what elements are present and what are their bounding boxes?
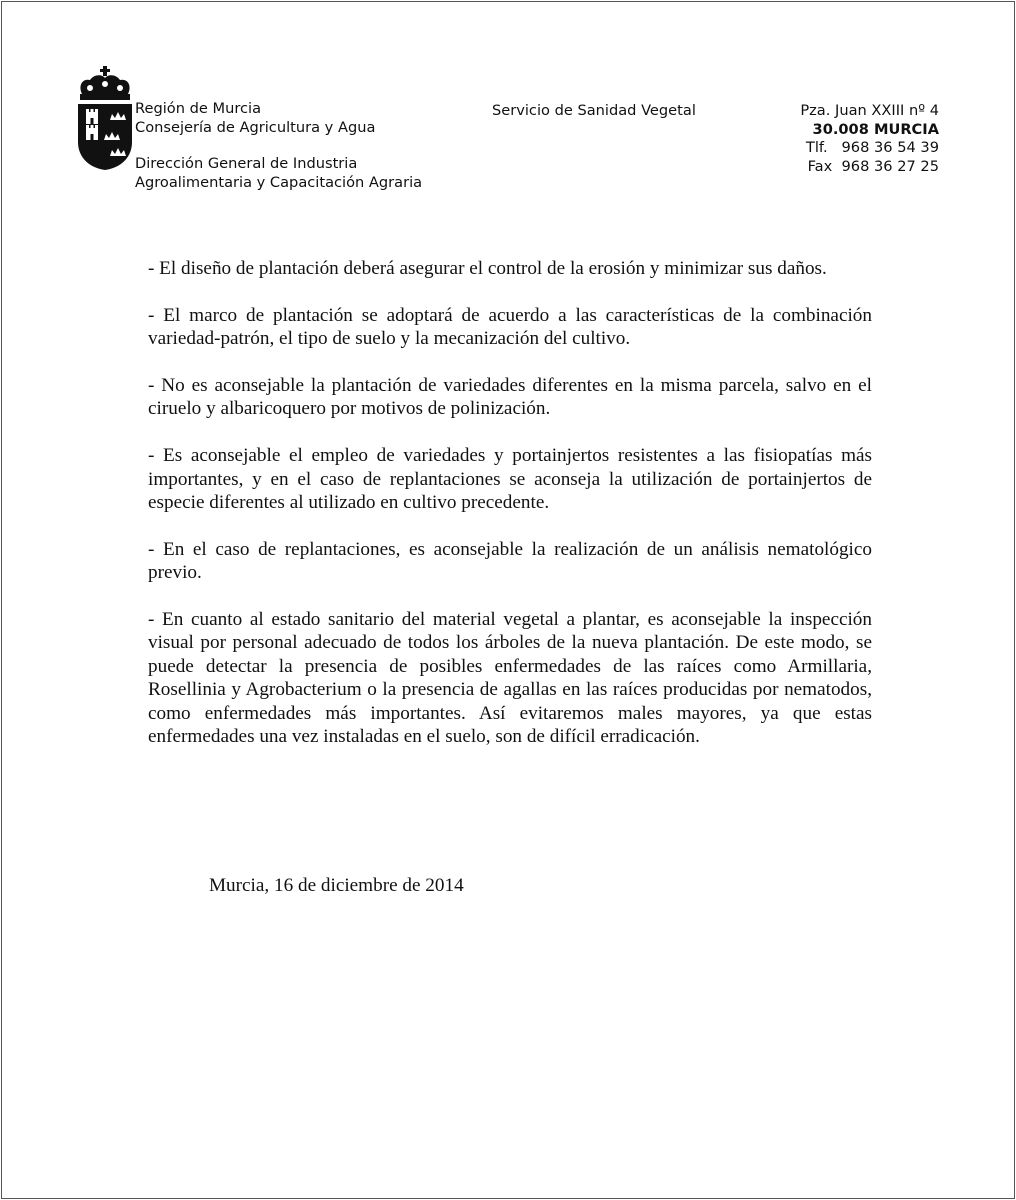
header-directorate-line2: Agroalimentaria y Capacitación Agraria [135, 173, 423, 191]
paragraph: - En el caso de replantaciones, es aconsejable la realización de un análisis nematológico previo. [148, 538, 872, 584]
header-contact-block [800, 102, 939, 176]
header-region: Región de Murcia [135, 100, 262, 117]
paragraph: - No es aconsejable la plantación de variedades diferentes en la misma parcela, salvo en el ciruelo y albaricoquero por motivos de polinización. [148, 375, 872, 420]
header-fax: Fax 968 36 27 25 [807, 157, 939, 175]
header-phone: Tlf. 968 36 54 39 [805, 139, 939, 156]
paragraph: - Es aconsejable el empleo de variedades y portainjertos resistentes a las fisiopatías más importantes, y en el caso de replantaciones se aconseja la utilización de portainjertos de especie diferentes al utilizado en cultivo precedente. [148, 445, 872, 514]
header-ministry: Consejería de Agricultura y Agua [135, 118, 376, 136]
paragraph: - El marco de plantación se adoptará de acuerdo a las características de la combinación variedad-patrón, el tipo de suelo y la mecanización del cultivo. [148, 304, 872, 350]
region-murcia-coat-of-arms-icon [76, 64, 134, 172]
header-institution-block [135, 100, 422, 192]
header-directorate-line1: Dirección General de Industria [135, 155, 358, 172]
header-city: 30.008 MURCIA [812, 120, 939, 138]
date-line: Murcia, 16 de diciembre de 2014 [209, 875, 464, 896]
paragraph: - En cuanto al estado sanitario del material vegetal a plantar, es aconsejable la inspección visual por personal adecuado de todos los árboles de la nueva plantación. De este modo, se puede detectar la presencia de posibles enfermedades de las raíces como Armillaria, Rosellinia y Agrobacterium o la presencia de agallas en las raíces producidas por nematodos, como enfermedades más importantes. Así evitaremos males mayores, ya que estas enfermedades una vez instaladas en el suelo, son de difícil erradicación. [148, 609, 872, 748]
header-address: Pza. Juan XXIII nº 4 [800, 102, 939, 119]
header-service: Servicio de Sanidad Vegetal [492, 102, 696, 119]
document-page [1, 1, 1015, 1199]
document-body [148, 257, 872, 772]
paragraph: - El diseño de plantación deberá asegurar el control de la erosión y minimizar sus daños. [148, 258, 827, 279]
